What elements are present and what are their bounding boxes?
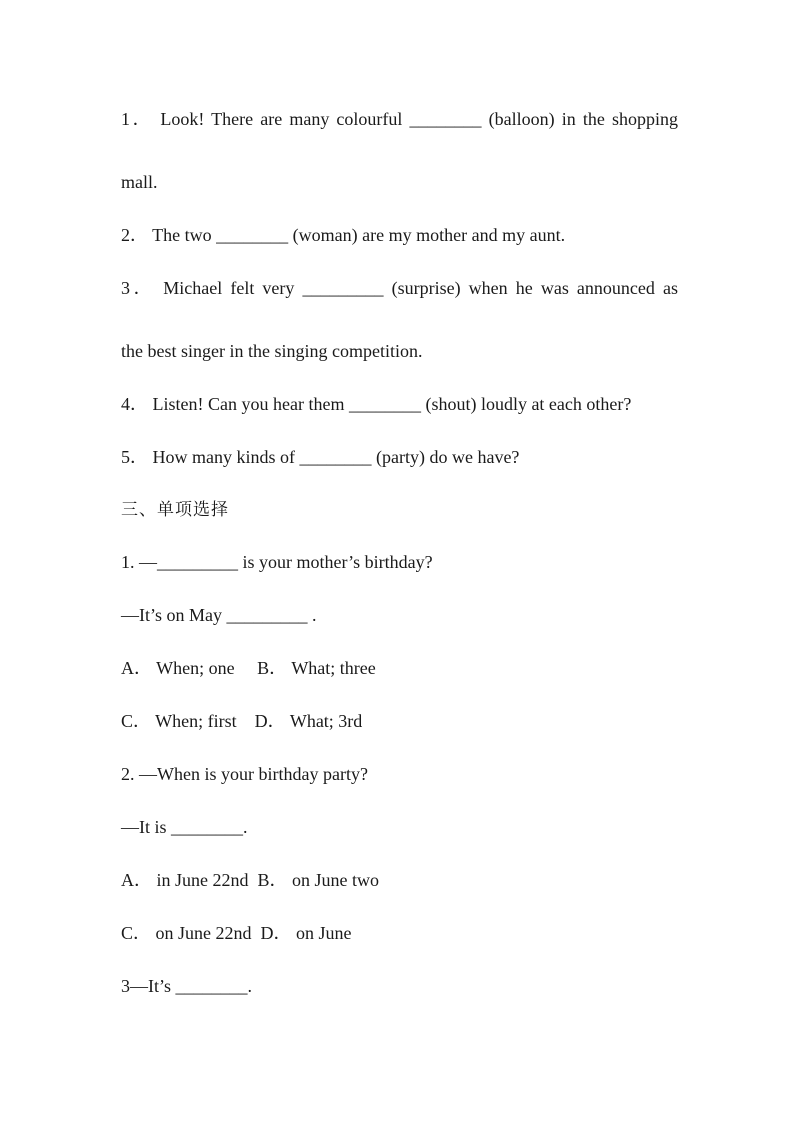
choice-question-1: 1. —_________ is your mother’s birthday? [121,552,433,572]
fill-in-question-3-line-1: 3． Michael felt very _________ (surprise) when he was announced as [121,278,678,298]
choice-question-2-options-cd: C． on June 22nd D． on June [121,923,352,943]
choice-question-1-answer-line: —It’s on May _________ . [121,605,317,625]
choice-question-2: 2. —When is your birthday party? [121,764,368,784]
fill-in-question-3-line-2: the best singer in the singing competition. [121,341,423,361]
choice-question-1-options-ab: A． When; one B． What; three [121,658,376,678]
fill-in-question-2: 2． The two ________ (woman) are my mother and my aunt. [121,225,566,245]
fill-in-question-1-line-2: mall. [121,172,158,192]
choice-question-1-options-cd: C． When; first D． What; 3rd [121,711,363,731]
choice-question-2-answer-line: —It is ________. [121,817,248,837]
section-heading: 三、单项选择 [121,500,229,520]
choice-question-2-options-ab: A． in June 22nd B． on June two [121,870,379,890]
fill-in-question-4: 4． Listen! Can you hear them ________ (shout) loudly at each other? [121,394,632,414]
fill-in-question-1-line-1: 1． Look! There are many colourful ________ (balloon) in the shopping [121,109,678,129]
choice-question-3: 3—It’s ________. [121,976,253,996]
fill-in-question-5: 5． How many kinds of ________ (party) do we have? [121,447,520,467]
